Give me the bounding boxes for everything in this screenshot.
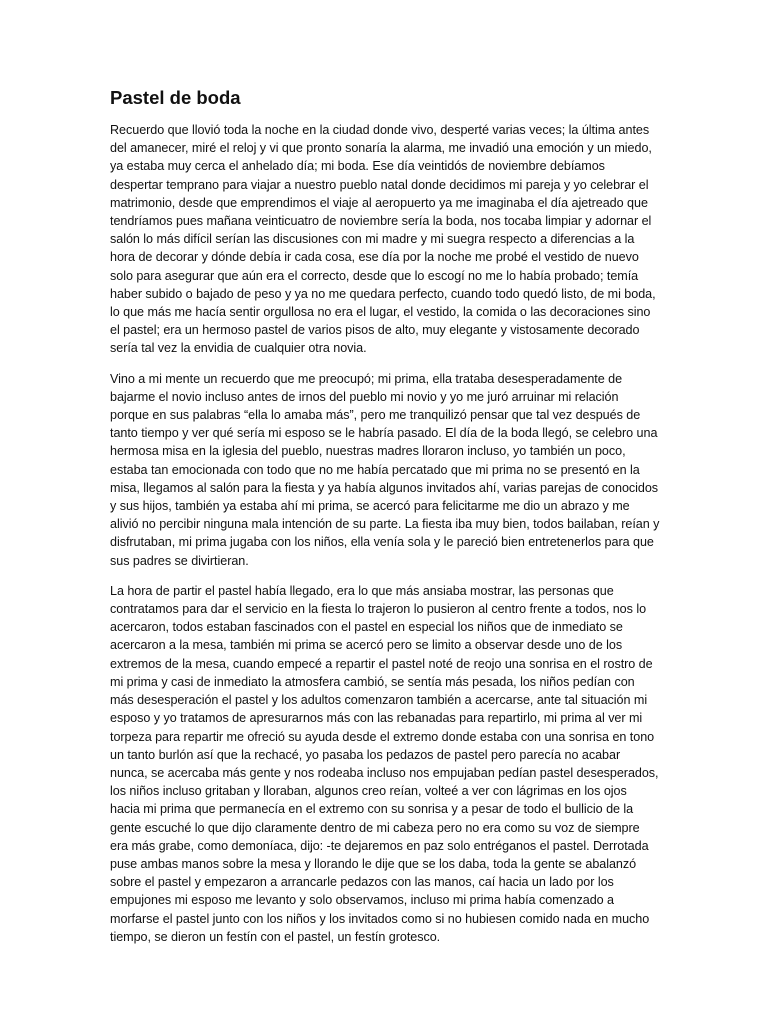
paragraph-1: Recuerdo que llovió toda la noche en la ciudad donde vivo, desperté varias veces; la última antes del amanecer, miré el reloj y vi que pronto sonaría la alarma, me invadió una emoción y un miedo, ya estaba muy cerca el anhelado día; mi boda. Ese día veintidós de noviembre debíamos despertar temprano para viajar a nuestro pueblo natal donde decidimos mi pareja y yo celebrar el matrimonio, desde que emprendimos el viaje al aeropuerto ya me imaginaba el día ajetreado que tendríamos pues mañana veinticuatro de noviembre sería la boda, nos tocaba limpiar y adornar el salón lo más difícil serían las discusiones con mi madre y mi suegra respecto a diferencias a la hora de decorar y dónde debía ir cada cosa, ese día por la noche me probé el vestido de nuevo solo para asegurar que aún era el correcto, desde que lo escogí no me lo había probado; temía haber subido o bajado de peso y ya no me quedara perfecto, cuando todo quedó listo, de mi boda, lo que más me hacía sentir orgullosa no era el lugar, el vestido, la comida o las decoraciones sino el pastel; era un hermoso pastel de varios pisos de alto, muy elegante y vistosamente decorado sería tal vez la envidia de cualquier otra novia. <box>110 123 656 356</box>
paragraph-2: Vino a mi mente un recuerdo que me preocupó; mi prima, ella trataba desesperadamente de bajarme el novio incluso antes de irnos del pueblo mi novio y yo me juró arruinar mi relación porque en sus palabras “ella lo amaba más”, pero me tranquilizó pensar que tal vez después de tanto tiempo y ver qué sería mi esposo se le habría pasado. El día de la boda llegó, se celebro una hermosa misa en la iglesia del pueblo, nuestras madres lloraron incluso, yo también un poco, estaba tan emocionada con todo que no me había percatado que mi prima no se presentó en la misa, llegamos al salón para la fiesta y ya había algunos invitados ahí, varias parejas de conocidos y sus hijos, también ya estaba ahí mi prima, se acercó para felicitarme me dio un abrazo y me alivió no percibir ninguna mala intención de su parte. La fiesta iba muy bien, todos bailaban, reían y disfrutaban, mi prima jugaba con los niños, ella venía sola y le pareció bien entretenerlos para que sus padres se divirtieran. <box>110 371 660 568</box>
paragraph-3: La hora de partir el pastel había llegado, era lo que más ansiaba mostrar, las personas que contratamos para dar el servicio en la fiesta lo trajeron lo pusieron al centro frente a todos, nos lo acercaron, todos estaban fascinados con el pastel en especial los niños que de inmediato se acercaron a la mesa, también mi prima se acercó pero se limito a observar desde uno de los extremos de la mesa, cuando empecé a repartir el pastel noté de reojo una sonrisa en el rostro de mi prima y casi de inmediato la atmosfera cambió, se sentía más pesada, los niños pedían con más desesperación el pastel y los adultos comenzaron también a acercarse, ante tal situación mi esposo y yo tratamos de apresurarnos más con las rebanadas para repartirlo, mi prima al ver mi torpeza para repartir me ofreció su ayuda desde el extremo donde estaba con una sonrisa en tono un tanto burlón así que la rechacé, yo pasaba los pedazos de pastel pero parecía no acabar nunca, se acercaba más gente y nos rodeaba incluso nos empujaban pedían pastel desesperados, los niños incluso gritaban y lloraban, algunos creo reían, volteé a ver con lágrimas en los ojos hacia mi prima que permanecía en el extremo con su sonrisa y a pesar de todo el bullicio de la gente escuché lo que dijo claramente dentro de mi cabeza pero no era como su voz de siempre era más grabe, como demoníaca, dijo: -te dejaremos en paz solo entréganos el pastel. Derrotada puse ambas manos sobre la mesa y llorando le dije que se los daba, toda la gente se abalanzó sobre el pastel y empezaron a arrancarle pedazos con las manos, caí hacia un lado por los empujones mi esposo me levanto y solo observamos, incluso mi prima había comenzado a morfarse el pastel junto con los niños y los invitados como si no hubiesen comido nada en mucho tiempo, se dieron un festín con el pastel, un festín grotesco. <box>110 583 659 944</box>
document-body <box>110 86 660 958</box>
document-title: Pastel de boda <box>110 87 241 108</box>
